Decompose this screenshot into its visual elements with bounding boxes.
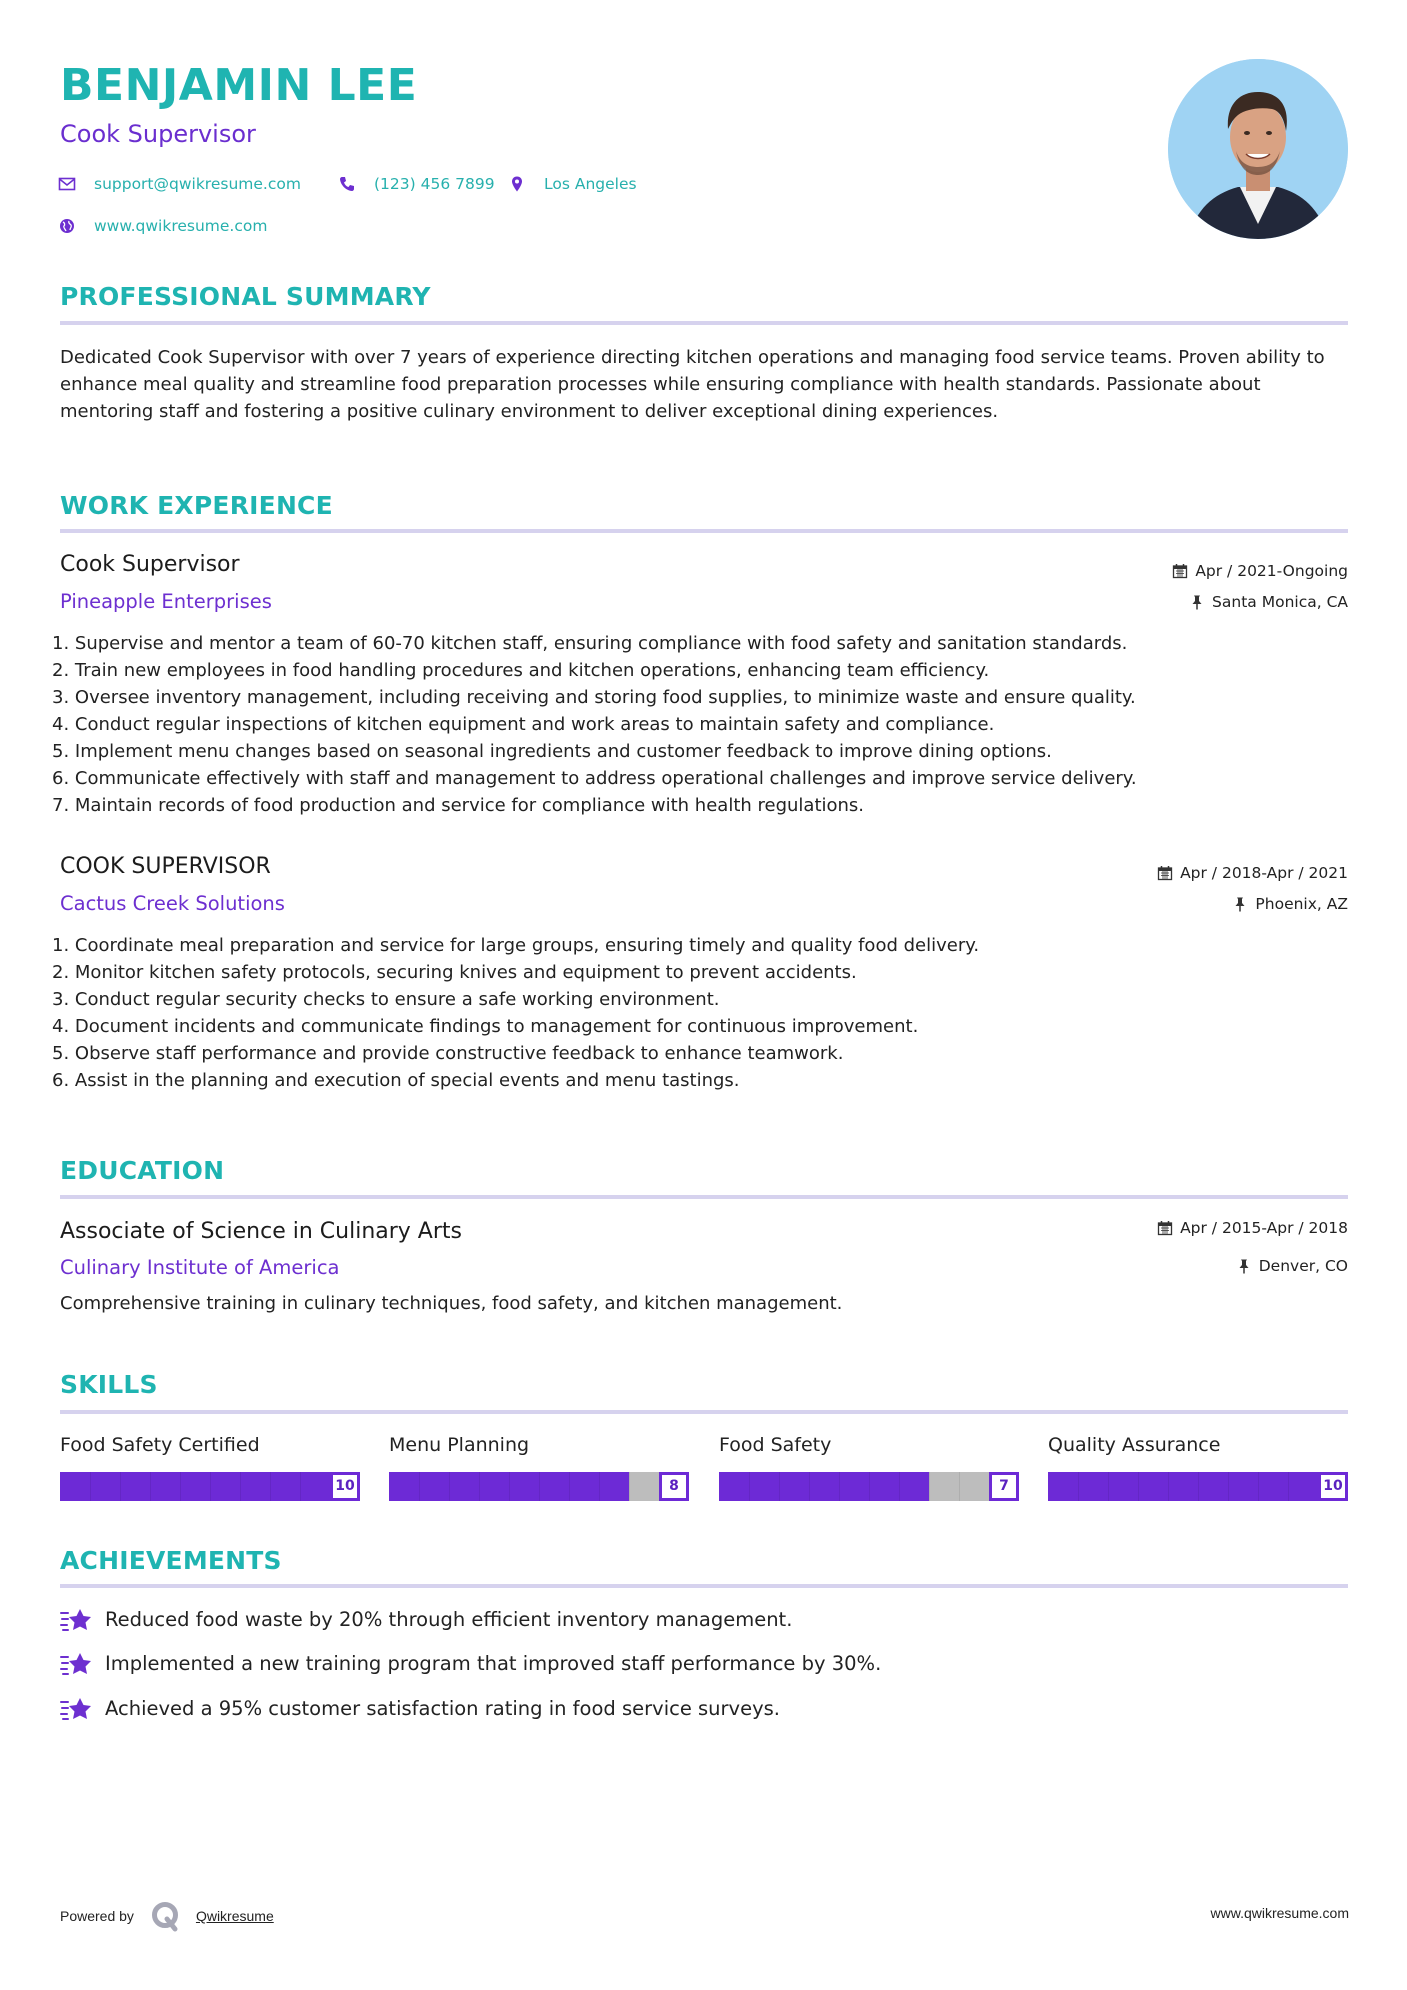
institution-name: Culinary Institute of America: [60, 1256, 340, 1279]
calendar-icon: [1172, 563, 1188, 579]
skill-item: [389, 1433, 689, 1501]
list-item: 7. Maintain records of food production and service for compliance with health regulations.: [52, 795, 865, 816]
section-title-summary: PROFESSIONAL SUMMARY: [60, 282, 431, 311]
section-divider: [60, 1195, 1348, 1199]
pushpin-icon: [1236, 1258, 1252, 1274]
job-bullets: [52, 630, 1352, 819]
contact-location: [508, 174, 637, 194]
shooting-star-icon: [60, 1696, 92, 1722]
skill-label: Food Safety Certified: [60, 1434, 260, 1456]
job-location: [1232, 894, 1348, 914]
dates-text: Apr / 2021-Ongoing: [1195, 562, 1348, 580]
list-item: 1. Coordinate meal preparation and service for large groups, ensuring timely and quality food delivery.: [52, 935, 980, 956]
candidate-name: BENJAMIN LEE: [60, 60, 418, 111]
skill-bar-segment: [180, 1472, 181, 1501]
achievement-text: Implemented a new training program that improved staff performance by 30%.: [105, 1652, 882, 1675]
profile-photo: [1168, 59, 1348, 239]
list-item: 6. Assist in the planning and execution of special events and menu tastings.: [52, 1070, 740, 1091]
list-item: 2. Train new employees in food handling procedures and kitchen operations, enhancing team efficiency.: [52, 660, 990, 681]
skill-bar-fill: [719, 1472, 929, 1501]
list-item: 3. Conduct regular security checks to ensure a safe working environment.: [52, 989, 720, 1010]
skill-bar-segment: [569, 1472, 570, 1501]
phone-text[interactable]: (123) 456 7899: [374, 175, 495, 193]
job-bullets: [52, 932, 1352, 1094]
education-description: Comprehensive training in culinary techniques, food safety, and kitchen management.: [60, 1293, 843, 1314]
pushpin-icon: [1232, 896, 1248, 912]
skill-value: 10: [1318, 1472, 1348, 1501]
phone-icon: [338, 175, 356, 193]
list-item: 5. Implement menu changes based on seasonal ingredients and customer feedback to improve dining options.: [52, 741, 1052, 762]
skill-label: Quality Assurance: [1048, 1434, 1221, 1456]
skill-bar-segment: [899, 1472, 900, 1501]
calendar-icon: [1157, 1220, 1173, 1236]
education-dates: [1157, 1218, 1348, 1238]
skill-label: Menu Planning: [389, 1434, 530, 1456]
skill-bar-segment: [839, 1472, 840, 1501]
skill-item: [1048, 1433, 1348, 1501]
job-dates: [1157, 863, 1348, 883]
skill-bar-segment: [929, 1472, 930, 1501]
skill-bar-segment: [1258, 1472, 1259, 1501]
skill-bar-segment: [419, 1472, 420, 1501]
achievement-text: Reduced food waste by 20% through efficient inventory management.: [105, 1608, 793, 1631]
contact-phone[interactable]: [338, 174, 495, 194]
qwikresume-logo-icon: [150, 1900, 182, 1932]
list-item: 2. Monitor kitchen safety protocols, securing knives and equipment to prevent accidents.: [52, 962, 857, 983]
mail-icon: [58, 175, 76, 193]
section-divider: [60, 529, 1348, 533]
skill-bar-segment: [300, 1472, 301, 1501]
section-divider: [60, 1584, 1348, 1588]
email-text[interactable]: support@qwikresume.com: [94, 175, 301, 193]
skill-bar-segment: [1198, 1472, 1199, 1501]
skill-bar: [60, 1472, 360, 1501]
skill-bar-segment: [270, 1472, 271, 1501]
achievement-item: [60, 1651, 881, 1677]
skill-bar-segment: [90, 1472, 91, 1501]
skill-bar-segment: [779, 1472, 780, 1501]
section-title-experience: WORK EXPERIENCE: [60, 491, 333, 520]
job-title: COOK SUPERVISOR: [60, 854, 271, 879]
skill-value: 10: [330, 1472, 360, 1501]
job-location: [1189, 592, 1348, 612]
achievement-item: [60, 1607, 792, 1633]
skill-bar: [389, 1472, 689, 1501]
skill-bar-segment: [959, 1472, 960, 1501]
contact-email[interactable]: [58, 174, 301, 194]
job-title: Cook Supervisor: [60, 552, 240, 577]
list-item: 6. Communicate effectively with staff and management to address operational challenges and improve service delivery.: [52, 768, 1137, 789]
profile-photo-illustration: [1168, 59, 1348, 239]
calendar-icon: [1157, 865, 1173, 881]
achievement-text: Achieved a 95% customer satisfaction rating in food service surveys.: [105, 1697, 780, 1720]
job-dates: [1172, 561, 1348, 581]
skill-bar-segment: [869, 1472, 870, 1501]
skill-value: 8: [659, 1472, 689, 1501]
section-title-education: EDUCATION: [60, 1156, 225, 1185]
list-item: 5. Observe staff performance and provide constructive feedback to enhance teamwork.: [52, 1043, 844, 1064]
skill-item: [60, 1433, 360, 1501]
dates-text: Apr / 2015-Apr / 2018: [1180, 1219, 1348, 1237]
skill-bar-segment: [1108, 1472, 1109, 1501]
list-item: 3. Oversee inventory management, including receiving and storing food supplies, to minimize waste and ensure quality.: [52, 687, 1136, 708]
skill-bar-segment: [449, 1472, 450, 1501]
location-text: Denver, CO: [1258, 1257, 1348, 1275]
globe-icon: [58, 217, 76, 235]
candidate-title: Cook Supervisor: [60, 120, 256, 148]
footer-website-link[interactable]: www.qwikresume.com: [1210, 1905, 1349, 1921]
list-item: 4. Conduct regular inspections of kitchen equipment and work areas to maintain safety and compliance.: [52, 714, 995, 735]
location-text: Phoenix, AZ: [1255, 895, 1348, 913]
contact-website[interactable]: [58, 216, 267, 236]
section-divider: [60, 1410, 1348, 1414]
skill-bar-segment: [509, 1472, 510, 1501]
skill-item: [719, 1433, 1019, 1501]
education-location: [1236, 1256, 1348, 1276]
skill-bar-segment: [1168, 1472, 1169, 1501]
dates-text: Apr / 2018-Apr / 2021: [1180, 864, 1348, 882]
skill-bar-segment: [749, 1472, 750, 1501]
shooting-star-icon: [60, 1607, 92, 1633]
skill-bar-segment: [479, 1472, 480, 1501]
qwikresume-link[interactable]: Qwikresume: [195, 1908, 274, 1924]
achievement-item: [60, 1696, 780, 1722]
skill-bar: [719, 1472, 1019, 1501]
location-text: Los Angeles: [544, 175, 637, 193]
skill-bar-segment: [120, 1472, 121, 1501]
skill-bar-segment: [599, 1472, 600, 1501]
degree-title: Associate of Science in Culinary Arts: [60, 1219, 462, 1244]
skill-bar-segment: [1288, 1472, 1289, 1501]
company-name: Pineapple Enterprises: [60, 590, 272, 613]
skill-bar: [1048, 1472, 1348, 1501]
map-pin-icon: [508, 175, 526, 193]
skill-bar-segment: [150, 1472, 151, 1501]
skill-bar-segment: [629, 1472, 630, 1501]
skill-bar-segment: [809, 1472, 810, 1501]
shooting-star-icon: [60, 1651, 92, 1677]
skill-bar-segment: [1138, 1472, 1139, 1501]
list-item: 1. Supervise and mentor a team of 60-70 kitchen staff, ensuring compliance with food safety and sanitation standards.: [52, 633, 1128, 654]
footer-powered-by: [60, 1900, 274, 1932]
section-title-skills: SKILLS: [60, 1370, 158, 1399]
powered-by-label: Powered by: [60, 1908, 134, 1924]
pushpin-icon: [1189, 594, 1205, 610]
list-item: 4. Document incidents and communicate findings to management for continuous improvement.: [52, 1016, 919, 1037]
section-title-achievements: ACHIEVEMENTS: [60, 1546, 282, 1575]
skill-value: 7: [989, 1472, 1019, 1501]
skill-bar-segment: [240, 1472, 241, 1501]
skill-label: Food Safety: [719, 1434, 832, 1456]
skill-bar-segment: [1228, 1472, 1229, 1501]
skill-bar-segment: [210, 1472, 211, 1501]
website-text[interactable]: www.qwikresume.com: [94, 217, 268, 235]
summary-text: Dedicated Cook Supervisor with over 7 years of experience directing kitchen operations and managing food service teams. Proven ability to enhance meal quality and streamline food preparation processes while ensuring compliance with health standards. Passionate about mentoring staff and fostering a positive culinary environment to deliver exceptional dining experiences.: [60, 347, 1325, 422]
skill-bar-segment: [1078, 1472, 1079, 1501]
section-divider: [60, 321, 1348, 325]
location-text: Santa Monica, CA: [1212, 593, 1348, 611]
skill-bar-segment: [539, 1472, 540, 1501]
company-name: Cactus Creek Solutions: [60, 892, 285, 915]
